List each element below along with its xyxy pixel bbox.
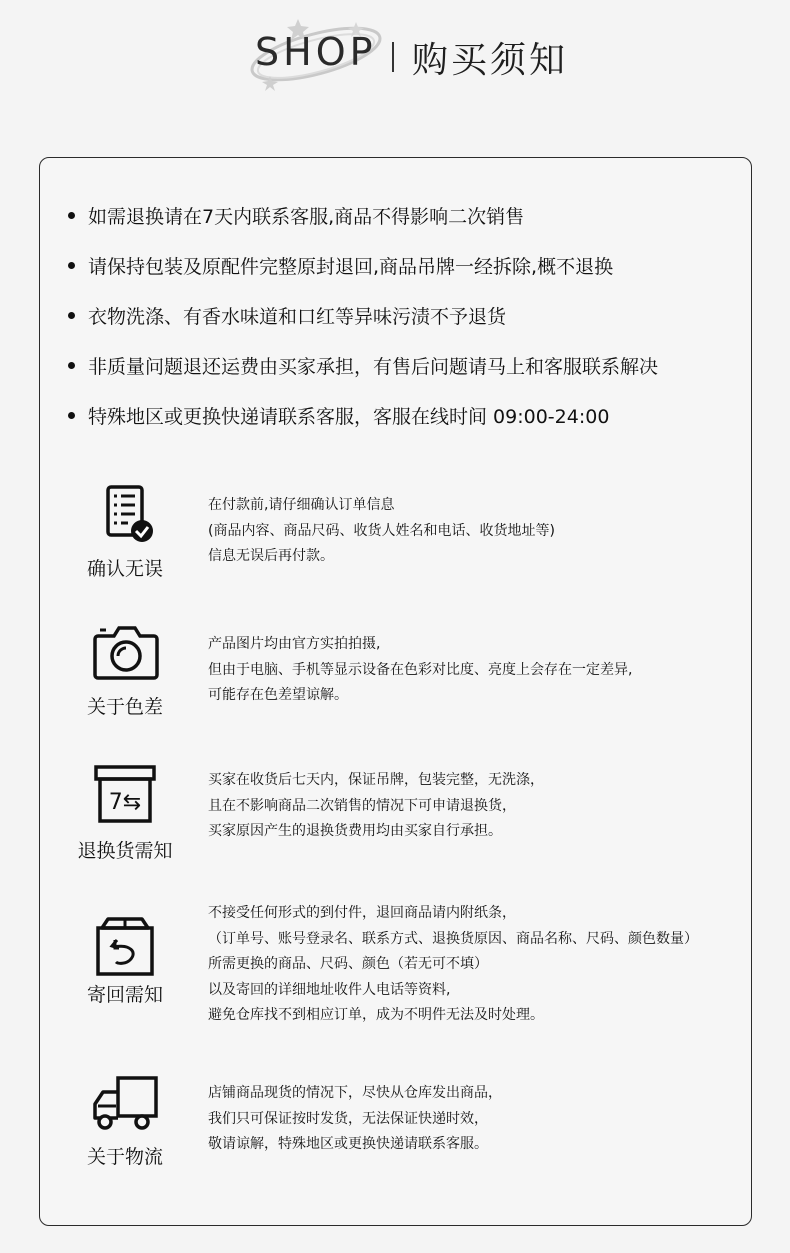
bullet-icon [68, 212, 75, 219]
section-label: 关于色差 [86, 696, 163, 718]
notice-item: 特殊地区或更换快递请联系客服，客服在线时间 09:00-24:00 [68, 390, 658, 440]
notice-item: 衣物洗涤、有香水味道和口红等异味污渍不予退货 [68, 290, 658, 340]
header-divider [392, 42, 394, 72]
section-text: 不接受任何形式的到付件，退回商品请内附纸条， （订单号、账号登录名、联系方式、退换货原因、商品名称、尺码、颜色数量） 所需更换的商品、尺码、颜色（若无可不填） 以及寄回的详细地址收件人电话等资料, 避免仓库找不到相应订单，成为不明件无法及时处理。 [208, 905, 698, 1023]
seven-day-return-icon [90, 764, 160, 830]
section-label: 寄回需知 [86, 984, 163, 1006]
bullet-icon [68, 412, 75, 419]
bullet-icon [68, 362, 75, 369]
notice-item: 如需退换请在7天内联系客服,商品不得影响二次销售 [68, 190, 658, 240]
page-title: 购买须知 [412, 40, 569, 81]
section-label: 确认无误 [86, 558, 163, 580]
camera-icon [90, 620, 160, 686]
return-box-icon [90, 916, 160, 982]
section-text: 买家在收货后七天内，保证吊牌，包装完整，无洗涤， 且在不影响商品二次销售的情况下可申请退换货， 买家原因产生的退换货费用均由买家自行承担。 [208, 772, 544, 839]
bullet-icon [68, 312, 75, 319]
notice-item: 非质量问题退还运费由买家承担，有售后问题请马上和客服联系解决 [68, 340, 658, 390]
section-label: 退换货需知 [77, 840, 173, 862]
svg-text:7⇆: 7⇆ [108, 790, 142, 815]
shop-logo-text: SHOP [255, 30, 377, 74]
purchase-notice-card [39, 157, 752, 1226]
bullet-icon [68, 262, 75, 269]
section-text: 在付款前,请仔细确认订单信息 (商品内容、商品尺码、收货人姓名和电话、收货地址等) 信息无误后再付款。 [208, 497, 555, 564]
section-text: 产品图片均由官方实拍拍摄, 但由于电脑、手机等显示设备在色彩对比度、亮度上会存在一定差异, 可能存在色差望谅解。 [208, 636, 633, 703]
page-header [0, 0, 790, 150]
section-label: 关于物流 [86, 1146, 163, 1168]
notice-list [68, 190, 658, 440]
section-text: 店铺商品现货的情况下，尽快从仓库发出商品， 我们只可保证按时发货，无法保证快递时效， 敬请谅解，特殊地区或更换快递请联系客服。 [208, 1085, 502, 1152]
truck-icon [90, 1074, 160, 1140]
checklist-icon [90, 484, 160, 550]
notice-item: 请保持包装及原配件完整原封退回,商品吊牌一经拆除,概不退换 [68, 240, 658, 290]
